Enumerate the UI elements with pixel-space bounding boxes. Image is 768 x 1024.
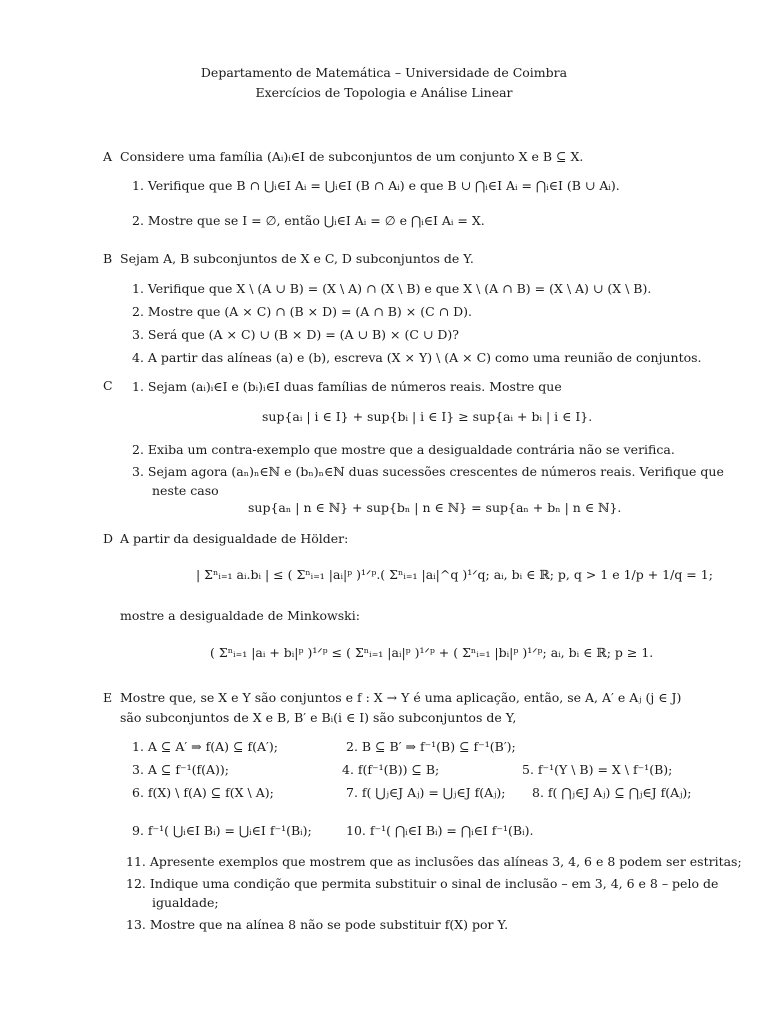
section-b-label: B [103,251,113,266]
section-e-item-2: 2. B ⊆ B′ ⇒ f⁻¹(B) ⊆ f⁻¹(B′); [346,739,516,754]
section-a-item-1: 1. Verifique que B ∩ ⋃ᵢ∈I Aᵢ = ⋃ᵢ∈I (B ∩ Aᵢ) e que B ∪ ⋂ᵢ∈I Aᵢ = ⋂ᵢ∈I (B ∪ Aᵢ). [132,178,620,193]
section-e-intro-2: são subconjuntos de X e B, B′ e Bᵢ(i ∈ I) são subconjuntos de Y, [120,710,517,725]
section-c-item-1: 1. Sejam (aᵢ)ᵢ∈I e (bᵢ)ᵢ∈I duas famílias de números reais. Mostre que [132,379,562,394]
section-c-equation-3: sup{aₙ | n ∈ ℕ} + sup{bₙ | n ∈ ℕ} = sup{aₙ + bₙ | n ∈ ℕ}. [248,500,622,515]
section-b-item-2: 2. Mostre que (A × C) ∩ (B × D) = (A ∩ B) × (C ∩ D). [132,304,472,319]
section-e-item-12: 12. Indique uma condição que permita substituir o sinal de inclusão – em 3, 4, 6 e 8 – pelo de [126,876,719,891]
section-e-item-9: 9. f⁻¹( ⋃ᵢ∈I Bᵢ) = ⋃ᵢ∈I f⁻¹(Bᵢ); [132,823,312,838]
section-b-item-4: 4. A partir das alíneas (a) e (b), escreva (X × Y) \ (A × C) como uma reunião de conjuntos. [132,350,702,365]
section-c-label: C [103,378,113,393]
section-e-item-5: 5. f⁻¹(Y \ B) = X \ f⁻¹(B); [522,762,673,777]
document-title: Exercícios de Topologia e Análise Linear [255,85,513,100]
section-d-intro: A partir da desigualdade de Hölder: [120,531,349,546]
section-b-intro: Sejam A, B subconjuntos de X e C, D subconjuntos de Y. [120,251,474,266]
section-b-item-1: 1. Verifique que X \ (A ∪ B) = (X \ A) ∩ (X \ B) e que X \ (A ∩ B) = (X \ A) ∪ (X \ B). [132,281,652,296]
holder-inequality: | Σⁿᵢ₌₁ aᵢ.bᵢ | ≤ ( Σⁿᵢ₌₁ |aᵢ|ᵖ )¹ᐟᵖ.( Σⁿᵢ₌₁ |aᵢ|^q )¹ᐟq; aᵢ, bᵢ ∈ ℝ; p, q > 1 e 1/p + 1/q = 1; [196,567,713,582]
section-e-intro-1: Mostre que, se X e Y são conjuntos e f : X → Y é uma aplicação, então, se A, A′ e Aⱼ (j ∈ J) [120,690,682,705]
section-e-item-10: 10. f⁻¹( ⋂ᵢ∈I Bᵢ) = ⋂ᵢ∈I f⁻¹(Bᵢ). [346,823,534,838]
section-e-item-13: 13. Mostre que na alínea 8 não se pode substituir f(X) por Y. [126,917,509,932]
section-c-item-3: 3. Sejam agora (aₙ)ₙ∈ℕ e (bₙ)ₙ∈ℕ duas sucessões crescentes de números reais. Verifique que [132,464,724,479]
section-a-intro: Considere uma família (Aᵢ)ᵢ∈I de subconjuntos de um conjunto X e B ⊆ X. [120,149,584,164]
section-a-item-2: 2. Mostre que se I = ∅, então ⋃ᵢ∈I Aᵢ = ∅ e ⋂ᵢ∈I Aᵢ = X. [132,213,485,228]
section-e-item-12-cont: igualdade; [152,895,219,910]
section-c-equation-1: sup{aᵢ | i ∈ I} + sup{bᵢ | i ∈ I} ≥ sup{aᵢ + bᵢ | i ∈ I}. [262,409,593,424]
section-e-item-3: 3. A ⊆ f⁻¹(f(A)); [132,762,229,777]
section-b-item-3: 3. Será que (A × C) ∪ (B × D) = (A ∪ B) × (C ∪ D)? [132,327,459,342]
minkowski-inequality: ( Σⁿᵢ₌₁ |aᵢ + bᵢ|ᵖ )¹ᐟᵖ ≤ ( Σⁿᵢ₌₁ |aᵢ|ᵖ )¹ᐟᵖ + ( Σⁿᵢ₌₁ |bᵢ|ᵖ )¹ᐟᵖ; aᵢ, bᵢ ∈ ℝ; p ≥ 1. [210,645,654,660]
section-e-item-7: 7. f( ⋃ⱼ∈J Aⱼ) = ⋃ⱼ∈J f(Aⱼ); [346,785,506,800]
section-d-label: D [103,531,114,546]
section-d-mid: mostre a desigualdade de Minkowski: [120,608,360,623]
department-title: Departamento de Matemática – Universidade de Coimbra [200,65,568,80]
section-e-label: E [103,690,113,705]
section-c-item-3-cont: neste caso [152,483,219,498]
section-a-label: A [103,149,113,164]
section-e-item-1: 1. A ⊆ A′ ⇒ f(A) ⊆ f(A′); [132,739,278,754]
section-e-item-6: 6. f(X) \ f(A) ⊆ f(X \ A); [132,785,274,800]
section-e-item-8: 8. f( ⋂ⱼ∈J Aⱼ) ⊆ ⋂ⱼ∈J f(Aⱼ); [532,785,692,800]
section-e-item-11: 11. Apresente exemplos que mostrem que as inclusões das alíneas 3, 4, 6 e 8 podem ser estritas; [126,854,742,869]
section-e-item-4: 4. f(f⁻¹(B)) ⊆ B; [342,762,440,777]
section-c-item-2: 2. Exiba um contra-exemplo que mostre que a desigualdade contrária não se verifica. [132,442,675,457]
